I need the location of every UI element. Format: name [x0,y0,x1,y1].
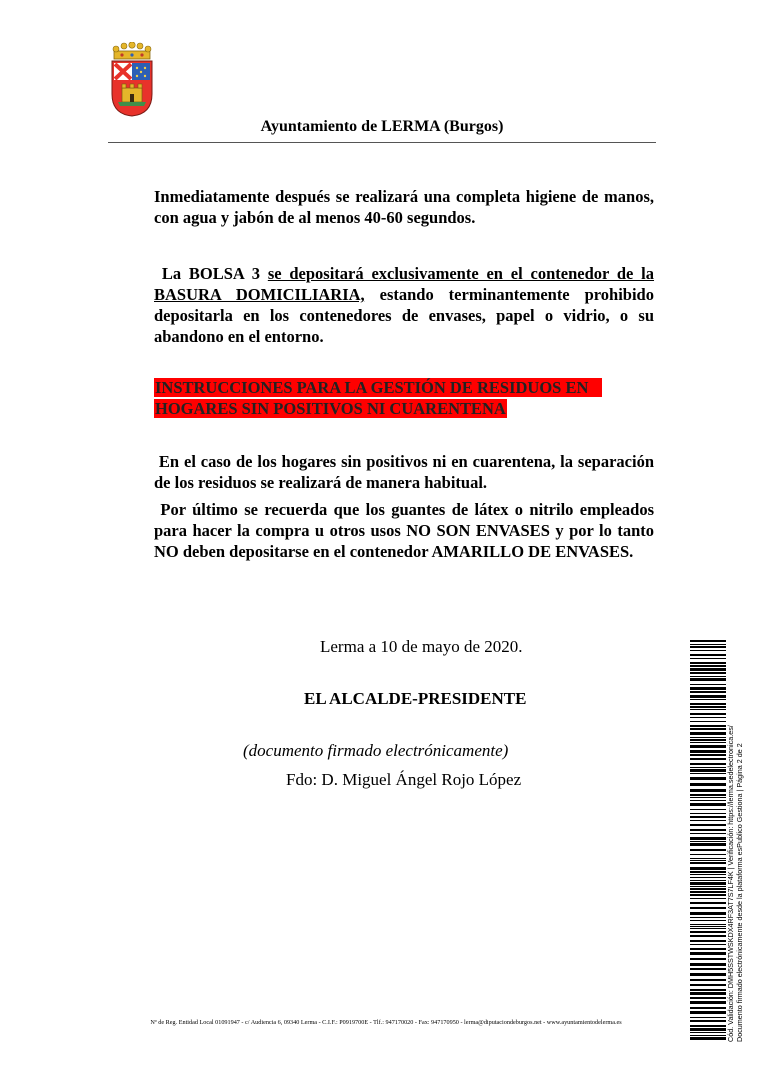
barcode-bar [690,849,726,851]
bag-three-lead: La BOLSA 3 [161,264,268,283]
barcode-bar [690,725,726,727]
barcode-bar [690,654,726,656]
barcode-bar [690,797,726,798]
barcode-bar [690,644,726,645]
barcode-bar [690,789,726,792]
households-paragraph [154,451,654,493]
barcode-bar [690,989,726,991]
highlighted-heading-line-2: HOGARES SIN POSITIVOS NI CUARENTENA [155,399,506,418]
signing-date: Lerma a 10 de mayo de 2020. [320,637,523,656]
barcode-bar [690,1020,726,1022]
bag-three-paragraph [154,263,654,347]
barcode-bar [690,739,726,741]
barcode-bar [690,709,726,710]
barcode-bar [690,992,726,995]
barcode-bar [690,684,726,685]
barcode-bar [690,732,726,735]
page-footer: Nº de Reg. Entidad Local 01091947 - c/ Audiencia 6, 09340 Lerma - C.I.F.: P0919700E - Tlf.: 947170020 - Fax: 947170950 - lerma@diputaciondeburgos.net - www.ayuntamientodelerma.es [150,1019,622,1026]
signer-name: Fdo: D. Miguel Ángel Rojo López [286,770,522,789]
barcode-bar [690,662,726,664]
barcode-bar [690,763,726,765]
barcode-bar [690,769,726,772]
barcode-bar [690,926,726,927]
bag-three-underlined: se depositará exclusivamente en el contenedor de la BASURA DOMICILIARIA, [154,264,655,304]
barcode-bar [690,676,726,677]
barcode-bar [690,891,726,893]
barcode-bar [690,1001,726,1004]
barcode-bar [690,1017,726,1018]
bag-three-rest: estando terminantemente prohibido depositarla en los contenedores de envases, papel o vidrio, o su abandono en el entorno. [154,285,654,346]
electronic-signature-note: (documento firmado electrónicamente) [243,741,509,760]
barcode-bar [690,754,726,756]
barcode-bar [690,773,726,774]
barcode-bar [690,898,726,899]
validation-line-1: Cód. Validación: DMH5SSTWSKDX4RF3AT7S7LF4K | Verificación: https://lerma.sedelectronica.es/ [726,725,735,1042]
barcode-bar [690,713,726,715]
validation-barcode [690,640,726,1042]
highlighted-heading-line-1: INSTRUCCIONES PARA LA GESTIÓN DE RESIDUOS EN [154,378,602,397]
gloves-text: Por último se recuerda que los guantes de látex o nitrilo empleados para hacer la compra u otros usos NO SON ENVASES y por lo tanto NO deben depositarse en el contenedor AMARILLO DE ENVASES. [154,500,655,561]
barcode-bar [690,928,726,929]
barcode-bar [690,867,726,870]
barcode-bar [690,862,726,864]
barcode-bar [690,824,726,826]
barcode-bar [690,809,726,810]
barcode-bar [690,952,726,955]
barcode-bar [690,687,726,690]
municipal-coat-of-arms-icon [108,42,156,118]
barcode-bar [690,979,726,981]
barcode-bar [690,1032,726,1033]
barcode-bar [690,794,726,796]
barcode-bar [690,935,726,937]
validation-line-2: Documento firmado electrónicamente desde la plataforma esPublico Gestiona | Página 2 de 2 [735,743,744,1042]
barcode-bar [690,1025,726,1027]
barcode-bar [690,882,726,885]
barcode-bar [690,886,726,887]
barcode-bar [690,742,726,743]
barcode-bar [690,877,726,878]
barcode-bar [690,803,726,806]
barcode-bar [690,858,726,859]
barcode-bar [690,728,726,730]
barcode-bar [690,940,726,942]
validation-text [726,640,744,1042]
barcode-bar [690,837,726,840]
barcode-bar [690,1011,726,1014]
barcode-bar [690,650,726,651]
barcode-bar [690,750,726,753]
barcode-bar [690,813,726,814]
barcode-bar [690,944,726,945]
barcode-bar [690,800,726,801]
barcode-bar [690,833,726,834]
barcode-bar [690,920,726,921]
barcode-bar [690,931,726,933]
barcode-bar [690,758,726,760]
households-text: En el caso de los hogares sin positivos ni en cuarentena, la separación de los residuos se realizará de manera habitual. [154,452,654,492]
barcode-bar [690,699,726,700]
barcode-bar [690,963,726,966]
barcode-bar [690,783,726,786]
barcode-bar [690,1028,726,1031]
barcode-bar [690,665,726,667]
barcode-bar [690,721,726,722]
barcode-bar [690,854,726,855]
barcode-bar [690,668,726,671]
barcode-bar [690,917,726,918]
barcode-bar [690,871,726,873]
barcode-bar [690,691,726,693]
barcode-bar [690,860,726,861]
barcode-bar [690,984,726,986]
barcode-bar [690,695,726,698]
signer-title: EL ALCALDE-PRESIDENTE [304,689,527,708]
barcode-bar [690,912,726,915]
barcode-bar [690,767,726,768]
gloves-paragraph [154,499,654,562]
barcode-bar [690,820,726,821]
barcode-bar [690,658,726,659]
barcode-bar [690,888,726,890]
barcode-bar [690,706,726,708]
barcode-bar [690,880,726,881]
barcode-bar [690,672,726,674]
hand-hygiene-paragraph: Inmediatamente después se realizará una completa higiene de manos, con agua y jabón de al menos 40-60 segundos. [154,187,654,227]
barcode-bar [690,902,726,904]
barcode-bar [690,678,726,681]
barcode-bar [690,640,726,642]
barcode-bar [690,737,726,738]
header-divider [108,142,656,143]
barcode-bar [690,958,726,960]
barcode-bar [690,703,726,705]
barcode-bar [690,1007,726,1009]
barcode-bar [690,948,726,950]
barcode-bar [690,745,726,748]
barcode-bar [690,907,726,909]
barcode-bar [690,829,726,831]
highlighted-section-heading [154,377,654,419]
barcode-bar [690,973,726,976]
barcode-bar [690,816,726,818]
barcode-bar [690,874,726,875]
barcode-bar [690,1035,726,1036]
barcode-bar [690,841,726,842]
barcode-bar [690,717,726,718]
barcode-bar [690,1037,726,1040]
barcode-bar [690,997,726,999]
barcode-bar [690,924,726,925]
barcode-bar [690,894,726,896]
barcode-bar [690,843,726,846]
page-header-title: Ayuntamiento de LERMA (Burgos) [260,118,504,135]
barcode-bar [690,777,726,780]
barcode-bar [690,646,726,648]
barcode-bar [690,968,726,970]
